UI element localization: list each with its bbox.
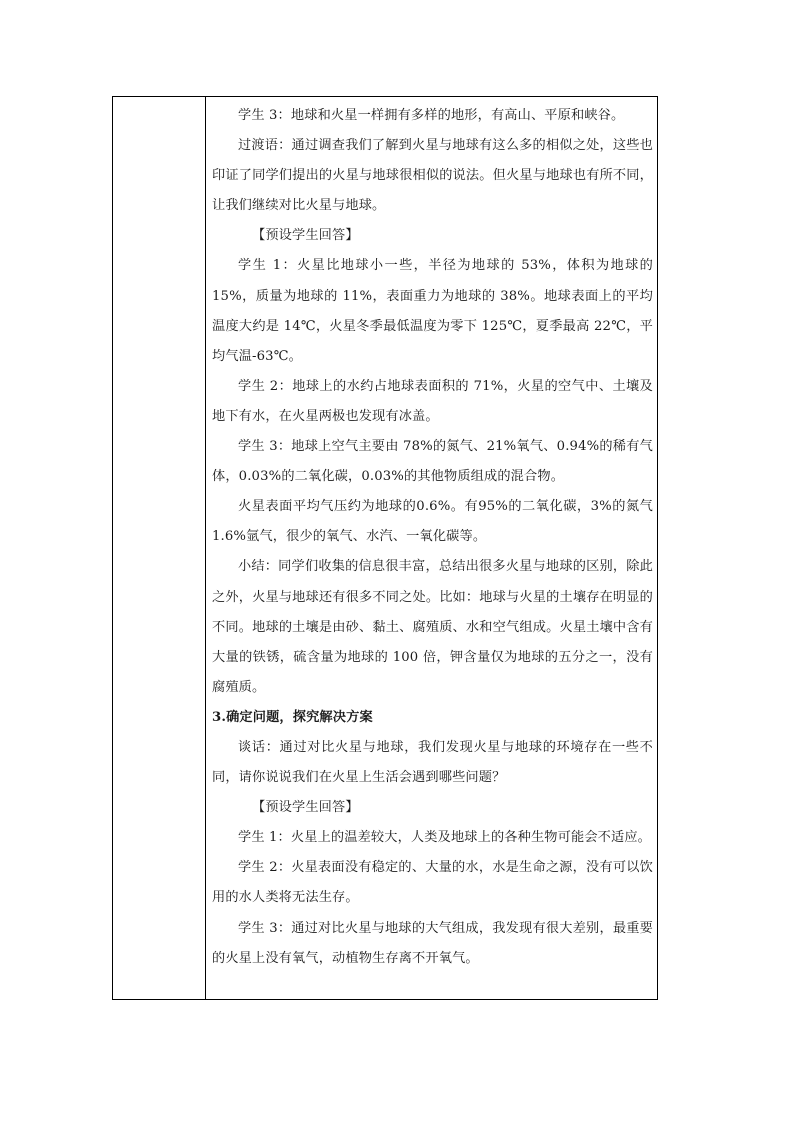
paragraph-student3-terrain: 学生 3：地球和火星一样拥有多样的地形，有高山、平原和峡谷。 bbox=[238, 108, 625, 123]
paragraph-student2-no-water: 学生 2：火星表面没有稳定的、大量的水，水是生命之源，没有可以饮用的水人类将无法生存。 bbox=[212, 860, 653, 906]
paragraph-talk-question: 谈话：通过对比火星与地球，我们发现火星与地球的环境存在一些不同，请你说说我们在火星上生活会遇到哪些问题？ bbox=[212, 739, 653, 786]
paragraph-student1-size-temperature: 学生 1：火星比地球小一些，半径为地球的 53%，体积为地球的 15%，质量为地球的 11%，表面重力为地球的 38%。地球表面上的平均温度大约是 14℃，火星冬季最低温度为零下 125℃，夏季最高 22℃，平均气温-63℃。 bbox=[212, 258, 653, 364]
paragraph-student2-water: 学生 2：地球上的水约占地球表面积的 71%，火星的空气中、土壤及地下有水，在火星两极也发现有冰盖。 bbox=[212, 378, 653, 424]
paragraph-mars-atmosphere: 火星表面平均气压约为地球的0.6%。有95%的二氧化碳，3%的氮气1.6%氩气，很少的氧气、水汽、一氧化碳等。 bbox=[212, 499, 653, 545]
preset-answer-label: 【预设学生回答】 bbox=[252, 228, 359, 244]
preset-answer-label-2: 【预设学生回答】 bbox=[252, 800, 359, 816]
paragraph-student1-temperature-diff: 学生 1：火星上的温差较大，人类及地球上的各种生物可能会不适应。 bbox=[238, 830, 652, 846]
table-left-column bbox=[113, 97, 206, 999]
paragraph-student3-no-oxygen: 学生 3：通过对比火星与地球的大气组成，我发现有很大差别，最重要的火星上没有氧气，动植物生存离不开氧气。 bbox=[212, 920, 653, 966]
section-heading-determine-problem: 3.确定问题，探究解决方案 bbox=[212, 709, 373, 725]
paragraph-summary-soil: 小结：同学们收集的信息很丰富，总结出很多火星与地球的区别，除此之外，火星与地球还有很多不同之处。比如：地球与火星的土壤存在明显的不同。地球的土壤是由砂、黏土、腐殖质、水和空气组成。火星土壤中含有大量的铁锈，硫含量为地球的 100 倍，钾含量仅为地球的五分之一，没有腐殖质。 bbox=[212, 559, 653, 695]
paragraph-student3-air: 学生 3：地球上空气主要由 78%的氮气、21%氧气、0.94%的稀有气体，0.03%的二氧化碳，0.03%的其他物质组成的混合物。 bbox=[212, 439, 653, 485]
table-content-column bbox=[206, 97, 659, 999]
paragraph-transition: 过渡语：通过调查我们了解到火星与地球有这么多的相似之处，这些也印证了同学们提出的火星与地球很相似的说法。但火星与地球也有所不同，让我们继续对比火星与地球。 bbox=[212, 138, 653, 214]
lesson-table bbox=[112, 96, 658, 1000]
